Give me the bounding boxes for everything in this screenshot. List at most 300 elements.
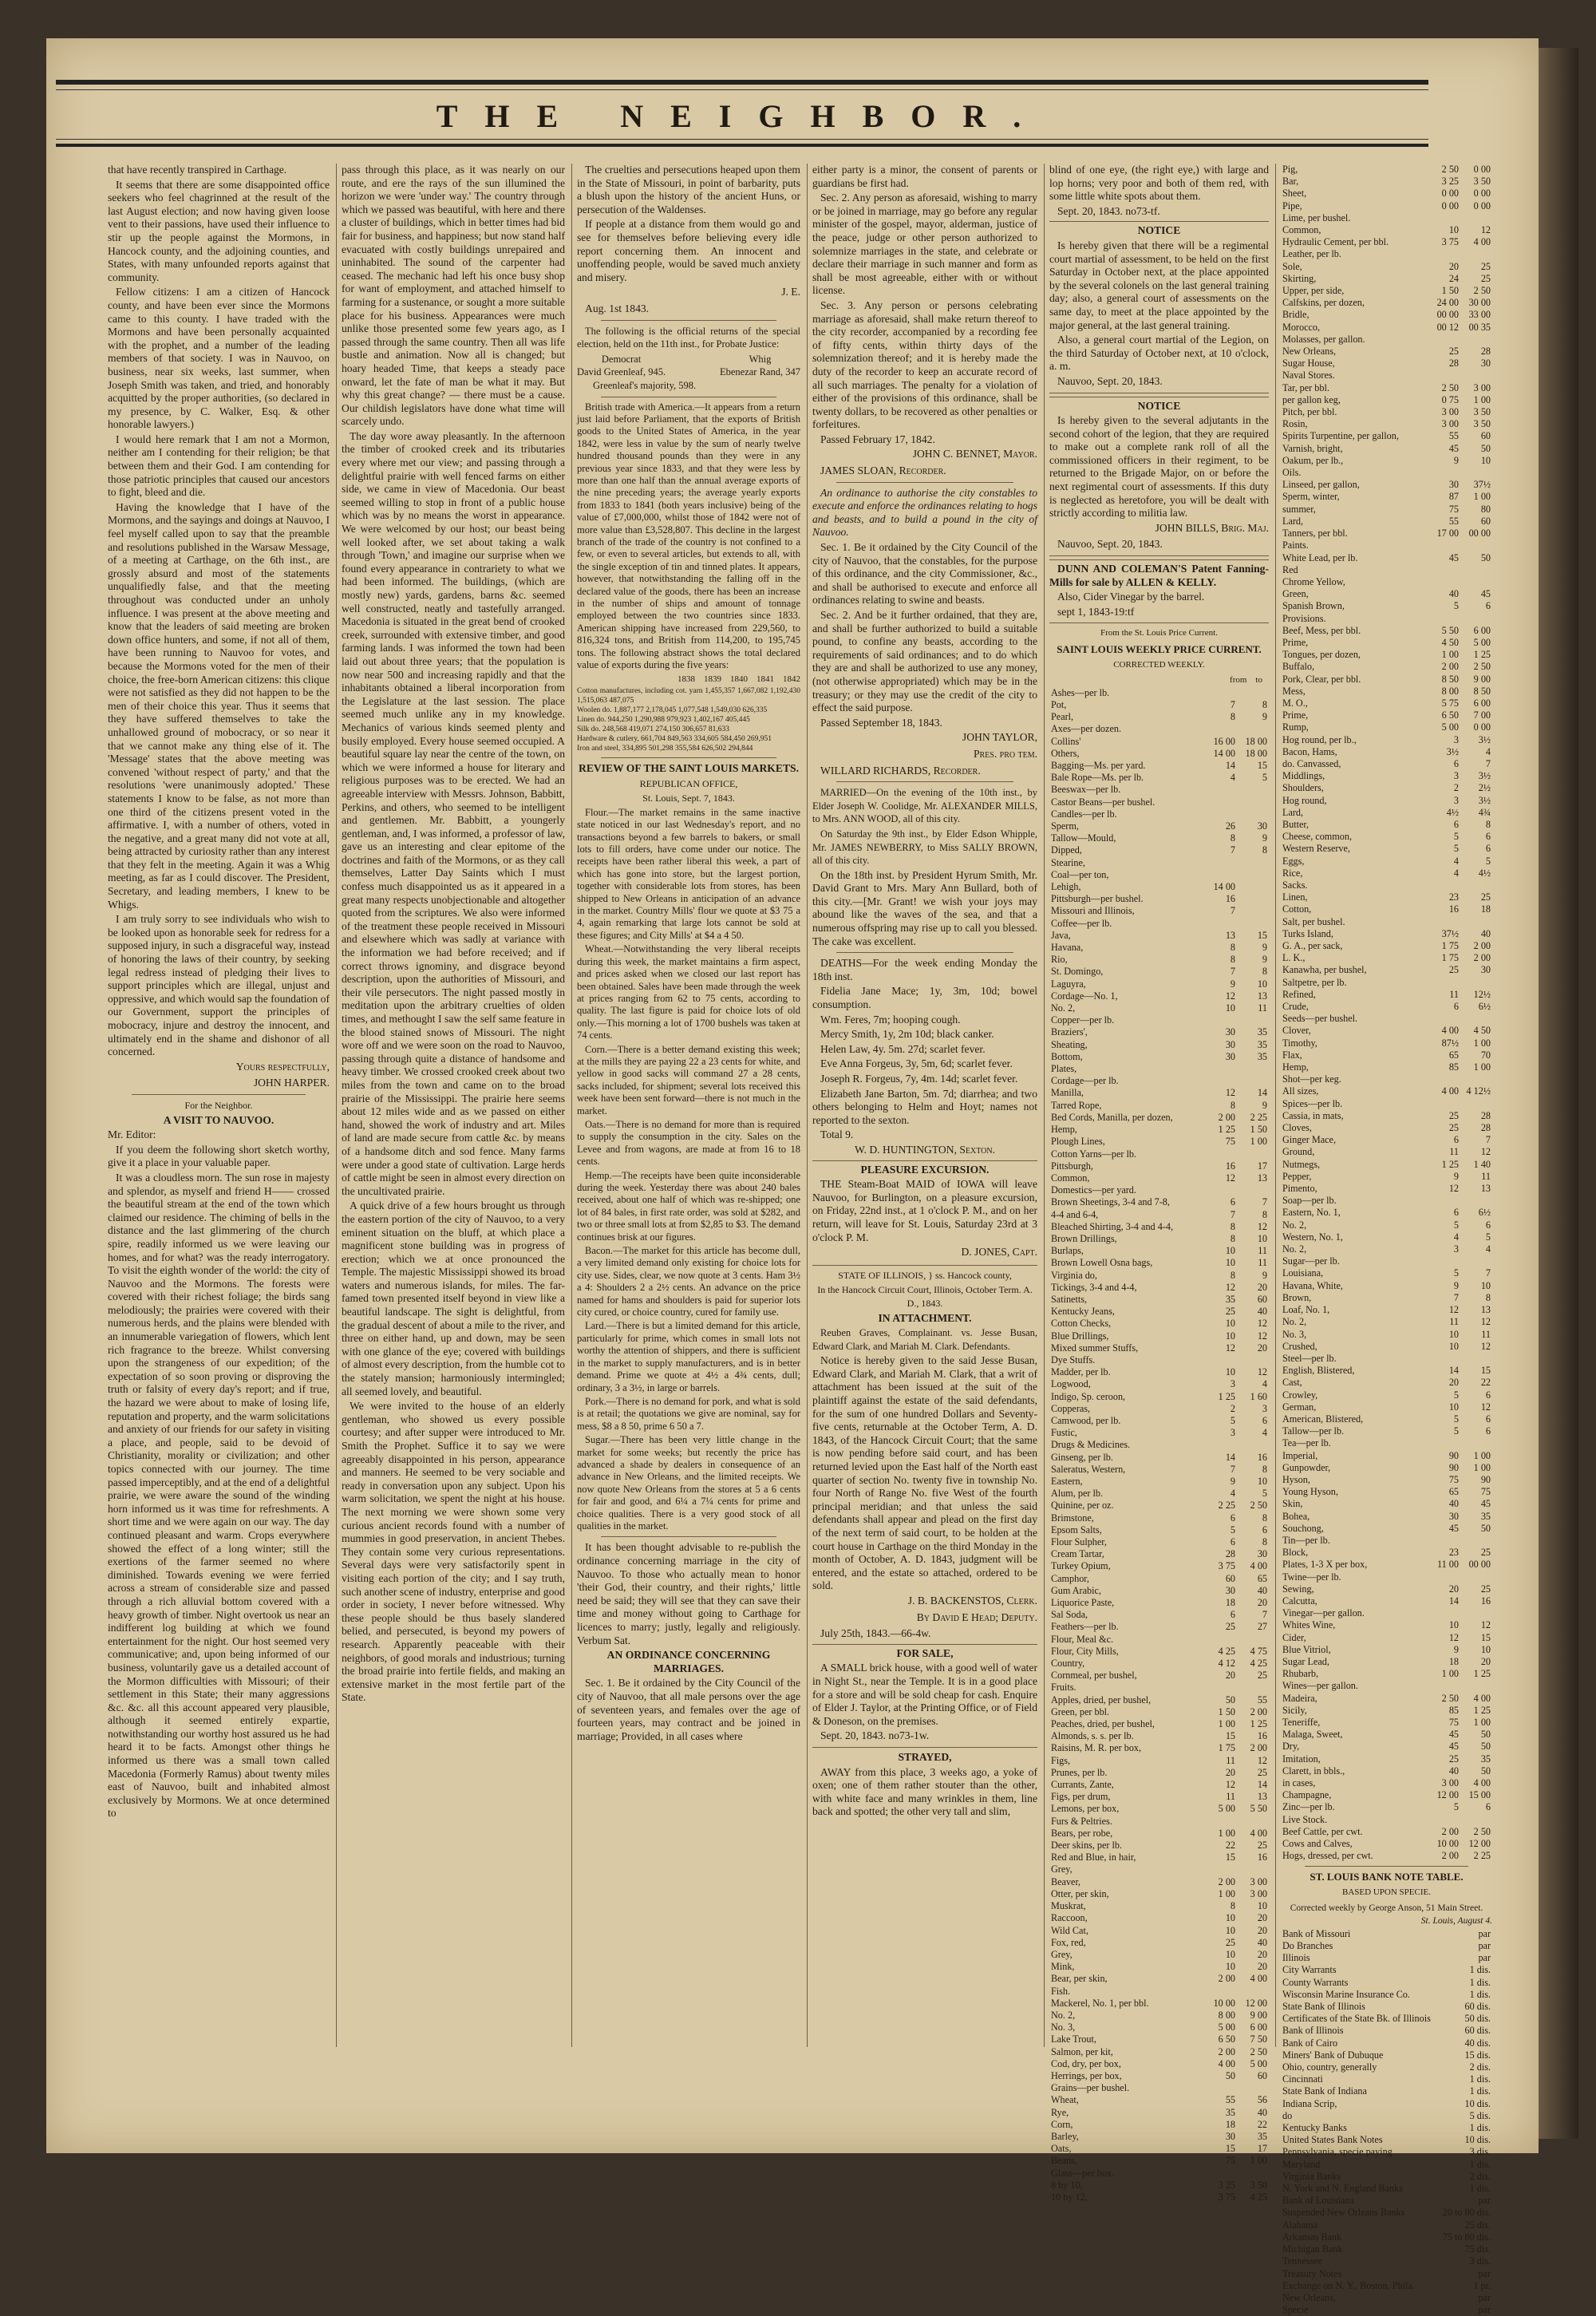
price-row	[1049, 723, 1269, 735]
column-6	[1281, 164, 1492, 2316]
price-value: 8	[1262, 844, 1267, 856]
price-value: 10	[1480, 454, 1491, 466]
price-value: 45	[1448, 442, 1459, 454]
price-row	[1281, 1001, 1492, 1013]
price-item: Hemp,	[1051, 1124, 1077, 1136]
price-row	[1281, 1940, 1492, 1952]
price-item: Calcutta,	[1282, 1595, 1317, 1607]
price-row	[1281, 430, 1492, 442]
price-value: 7	[1485, 1134, 1491, 1146]
price-row	[1049, 1318, 1269, 1330]
price-value	[1428, 564, 1460, 576]
price-row	[1281, 1316, 1492, 1328]
price-value: 4 00	[1441, 1085, 1459, 1097]
price-row	[1281, 176, 1492, 188]
price-row	[1281, 661, 1492, 673]
price-row	[1281, 212, 1492, 224]
price-value: 30 00	[1468, 297, 1491, 309]
masthead-rule	[56, 80, 1428, 85]
price-value	[1428, 539, 1460, 551]
price-value: 3 75	[1441, 236, 1459, 248]
price-item: 8 by 10,	[1051, 2179, 1083, 2191]
price-value	[1428, 1437, 1460, 1449]
price-value: 27	[1257, 1621, 1267, 1633]
price-item: Kentucky Banks	[1282, 2122, 1347, 2134]
price-value: 10	[1480, 1279, 1491, 1291]
price-item: Burlaps,	[1051, 1245, 1084, 1257]
price-item: Block,	[1282, 1547, 1309, 1559]
price-item: State Bank of Indiana	[1282, 2085, 1367, 2097]
price-item: Virginia Banks	[1282, 2170, 1341, 2182]
price-value	[1460, 1098, 1492, 1110]
price-value: 3½	[1478, 794, 1491, 806]
article-heading: REVIEW OF THE SAINT LOUIS MARKETS.	[579, 762, 799, 775]
price-row	[1049, 1852, 1269, 1863]
price-value: 1 00	[1250, 2155, 1267, 2167]
price-value: 60	[1225, 1572, 1235, 1584]
price-row	[1281, 1607, 1492, 1619]
price-value: 2 50	[1250, 1500, 1267, 1512]
price-item: Fruits.	[1051, 1682, 1077, 1694]
price-row	[1049, 1378, 1269, 1390]
price-row	[1049, 772, 1269, 784]
court-martial-notice	[1049, 221, 1269, 393]
price-current-heading: SAINT LOUIS WEEKLY PRICE CURRENT.	[1057, 643, 1262, 655]
price-row	[1281, 1547, 1492, 1559]
price-row	[1281, 188, 1492, 200]
price-value: 5	[1230, 1524, 1235, 1535]
price-value	[1205, 1075, 1237, 1087]
price-item: Herrings, per box,	[1051, 2069, 1122, 2081]
price-value: 1 50	[1218, 1705, 1235, 1717]
price-row	[1049, 711, 1269, 723]
price-value: 00 00	[1468, 528, 1491, 539]
price-value: 22	[1480, 1377, 1491, 1389]
price-value: 60	[1480, 515, 1491, 527]
price-item: Tallow—per lb.	[1282, 1425, 1344, 1437]
divider	[601, 757, 776, 758]
price-item: Sicily,	[1282, 1704, 1307, 1716]
masthead-rule	[56, 144, 1428, 147]
price-item: Fox, red,	[1051, 1936, 1086, 1948]
price-value: 6	[1485, 843, 1491, 855]
signature-name: JOHN C. BENNET, Mayor.	[912, 448, 1037, 460]
column-1	[108, 164, 330, 2047]
price-item: Treasury Notes	[1282, 2267, 1342, 2279]
price-value: 13	[1480, 1304, 1491, 1316]
price-value: 8	[1230, 1220, 1235, 1232]
price-value	[1460, 1814, 1492, 1826]
price-value: 70	[1480, 1049, 1491, 1061]
price-row	[1281, 1680, 1492, 1692]
price-row	[1281, 2183, 1492, 2195]
price-value: 1 25	[1218, 1124, 1235, 1136]
divider	[836, 952, 1013, 953]
dateline: St. Louis, Sept. 7, 1843.	[642, 792, 735, 804]
price-value: 11	[1449, 1316, 1459, 1328]
notice-heading: NOTICE	[1137, 224, 1181, 237]
price-row	[1049, 2058, 1269, 2070]
price-value: 5 50	[1250, 1803, 1267, 1815]
price-value: 25	[1257, 1670, 1267, 1682]
price-row	[1049, 1087, 1269, 1099]
price-value: 20	[1257, 1924, 1267, 1936]
article-paragraph: If you deem the following short sketch worthy, give it a place in your valuable paper.	[108, 1143, 330, 1169]
death-entry: Elizabeth Jane Barton, 5m. 7d; diarrhea; and two others belonging to Helm and Hoyt; names not reported to the sexton.	[812, 1087, 1037, 1126]
price-item: Liquorice Paste,	[1051, 1597, 1115, 1609]
price-item: No. 2,	[1282, 1219, 1307, 1231]
price-row	[1281, 224, 1492, 236]
price-item: Havana, White,	[1282, 1279, 1343, 1291]
price-value	[1460, 1353, 1492, 1365]
price-value	[1205, 1986, 1237, 1998]
price-value	[1205, 2168, 1237, 2180]
price-item: No. 2,	[1282, 1243, 1307, 1255]
price-item: Morocco,	[1282, 321, 1321, 333]
price-value	[1460, 1195, 1492, 1207]
price-value: 7	[1262, 1196, 1267, 1208]
price-value: 9	[1262, 942, 1267, 954]
price-value: 12	[1480, 1316, 1491, 1328]
price-item: Coal—per ton,	[1051, 868, 1109, 880]
price-row	[1049, 1063, 1269, 1075]
price-row	[1049, 1270, 1269, 1282]
price-row	[1049, 990, 1269, 1002]
price-item: Oakum, per lb.,	[1282, 454, 1344, 466]
price-value	[1428, 334, 1460, 346]
price-item: Pepper,	[1282, 1170, 1312, 1182]
price-value: 4 25	[1250, 2191, 1267, 2203]
market-hemp: Hemp.—The receipts have been quite inconsiderable during the week. Yesterday there was about 240 bales received, about one half of which was re-shipped; one lot of 84 bales, in first rate order, was sold at $282, and two or three small lots at from $2,85 to $3. The demand continues brisk at our figures.	[577, 1169, 800, 1243]
price-item: Bohea,	[1282, 1510, 1310, 1522]
price-value: 4¾	[1478, 806, 1491, 818]
price-value	[1237, 2168, 1269, 2180]
price-value: 50	[1480, 551, 1491, 563]
price-item: Miners' Bank of Dubuque	[1282, 2049, 1384, 2061]
price-item: Crushed,	[1282, 1340, 1317, 1352]
price-row	[1049, 1100, 1269, 1112]
price-item: Blue Vitriol,	[1282, 1643, 1331, 1655]
price-item: Sacks.	[1282, 879, 1308, 891]
price-value: 15	[1225, 1852, 1235, 1863]
price-value: 90	[1448, 1449, 1459, 1461]
price-item: Tickings, 3-4 and 4-4,	[1051, 1281, 1137, 1293]
ad-date: Sept. 20, 1843. no73-1w.	[820, 1729, 930, 1742]
price-row	[1281, 1977, 1492, 1989]
price-value: 4 00	[1441, 1025, 1459, 1037]
price-item: Havana,	[1051, 942, 1084, 954]
price-value	[1460, 1437, 1492, 1449]
price-value: 25	[1257, 1840, 1267, 1852]
price-value	[1205, 723, 1237, 735]
price-item: Barley,	[1051, 2130, 1079, 2142]
price-row	[1281, 1437, 1492, 1449]
price-value: 75 to 80 dis.	[1442, 2231, 1491, 2243]
price-item: Madder, per lb.	[1051, 1366, 1111, 1378]
price-value: 17	[1257, 2143, 1267, 2155]
price-row	[1049, 687, 1269, 699]
price-item: Alabama	[1282, 2219, 1317, 2231]
price-value: 8	[1230, 942, 1235, 954]
price-value: 00 00	[1436, 309, 1459, 321]
dateline: July 25th, 1843.—66-4w.	[820, 1627, 931, 1640]
price-value: 5	[1453, 831, 1459, 843]
price-value: 10	[1225, 1318, 1235, 1330]
price-value	[1428, 370, 1460, 381]
price-row	[1281, 1280, 1492, 1292]
price-row	[1049, 1221, 1269, 1233]
price-value: 10	[1257, 1232, 1267, 1244]
price-row	[1049, 2022, 1269, 2033]
price-item: Brown Lowell Osna bags,	[1051, 1257, 1153, 1269]
column-rule	[336, 164, 337, 2047]
price-value: 12	[1225, 1779, 1235, 1791]
price-value: 8	[1262, 966, 1267, 978]
price-item: do. Canvassed,	[1282, 757, 1341, 769]
price-item: Shoulders,	[1282, 782, 1324, 794]
price-value: 11	[1481, 1170, 1491, 1182]
price-value: 8	[1485, 1291, 1491, 1303]
price-source: From the St. Louis Price Current.	[1100, 628, 1218, 638]
price-value: 5	[1453, 1413, 1459, 1425]
price-value: 1 00	[1473, 393, 1491, 405]
price-current-subheading: CORRECTED WEEKLY.	[1113, 659, 1205, 670]
price-value: 3	[1453, 1243, 1459, 1255]
price-value: 25	[1480, 891, 1491, 903]
price-value: 25	[1480, 272, 1491, 284]
price-item: Bar,	[1282, 176, 1299, 188]
price-row	[1049, 1124, 1269, 1136]
price-row	[1049, 1900, 1269, 1912]
price-row	[1281, 1741, 1492, 1753]
price-item: Madeira,	[1282, 1692, 1317, 1704]
price-value: 3 00	[1441, 1777, 1459, 1789]
price-value: 0 00	[1441, 188, 1459, 200]
price-value: 3	[1230, 1378, 1235, 1390]
price-row	[1281, 2025, 1492, 2037]
price-row	[1281, 1474, 1492, 1486]
price-item: Wheat,	[1051, 2094, 1079, 2106]
price-value: 50	[1480, 1741, 1491, 1753]
price-row	[1049, 1973, 1269, 1985]
price-value: 1 50	[1250, 1124, 1267, 1136]
price-value: 2 00	[1218, 1111, 1235, 1123]
price-row	[1281, 1595, 1492, 1607]
price-item: Corn,	[1051, 2118, 1073, 2130]
price-value: 12	[1225, 1087, 1235, 1099]
price-row	[1281, 1765, 1492, 1777]
price-value: 12	[1257, 1366, 1267, 1378]
price-row	[1281, 891, 1492, 903]
price-value: 7	[1230, 698, 1235, 710]
price-value: 25	[1225, 1306, 1235, 1318]
price-item: Axes—per dozen.	[1051, 723, 1121, 735]
price-value: 12	[1480, 224, 1491, 236]
price-item: Skirting,	[1282, 272, 1317, 284]
price-value: 12	[1225, 1172, 1235, 1184]
price-row	[1049, 808, 1269, 820]
price-value: 12	[1448, 1631, 1459, 1643]
price-value: 56	[1257, 2094, 1267, 2106]
price-value: 6	[1485, 1389, 1491, 1401]
price-item: Cotton,	[1282, 903, 1312, 915]
price-row	[1281, 1146, 1492, 1158]
price-value: 35	[1225, 1293, 1235, 1305]
price-value: 35	[1225, 2106, 1235, 2118]
price-value: 6 00	[1473, 697, 1491, 709]
article-paragraph: British trade with America.—It appears from a return just laid before Parliament, that the exports of British goods to the United States of America, in the year 1842, were less in value by the sum of nearly twelve hundred thousand pounds than they were in any previous year since 1833, and that they were less by more than one half than the annual average exports of the nine preceding years; the average yearly exports from 1833 to 1841 (both years inclusive) being of the value of £7,000,000, whilst those of 1842 were not of more value than £3,528,807. This decline in the largest branch of the trade of the country is not confined to a few, or even to several articles, but extends to all, with the single exception of tin and tinned plates. It appears, however, that notwithstanding the falling off in the declared value of the goods, there has been an increase in the number of ships and amount of tonnage employed between the two countries since 1833. American shipping have increased from 229,560, to 816,324 tons, and British from 114,200, to 195,745 tons. The following abstract shows the total declared value of exports during the five years:	[577, 401, 800, 671]
price-row	[1049, 1354, 1269, 1366]
price-value	[1460, 212, 1492, 224]
price-value: 13	[1257, 990, 1267, 1002]
price-item: Sole,	[1282, 260, 1302, 272]
price-row	[1049, 1585, 1269, 1597]
price-value: 4 12	[1218, 1658, 1235, 1670]
price-value	[1205, 1063, 1237, 1075]
price-value: 6	[1485, 600, 1491, 612]
price-item: Flour, Meal &c.	[1051, 1633, 1114, 1645]
price-item: Tarred Rope,	[1051, 1099, 1102, 1111]
signature-name: JOHN TAYLOR,	[962, 731, 1037, 744]
price-value: 7	[1230, 844, 1235, 856]
price-item: No. 2,	[1282, 1316, 1307, 1328]
price-value: 7	[1230, 1463, 1235, 1475]
price-row	[1281, 2195, 1492, 2207]
price-value: 33 00	[1468, 309, 1491, 321]
price-item: Cotton Checks,	[1051, 1318, 1112, 1330]
price-item: M. O.,	[1282, 697, 1308, 709]
price-value: 8	[1230, 832, 1235, 844]
price-item: Cornmeal, per bushel,	[1051, 1670, 1137, 1682]
price-row	[1049, 881, 1269, 893]
price-row	[1281, 1110, 1492, 1122]
price-value: 6	[1262, 1414, 1267, 1426]
price-item: Almonds, s. s. per lb.	[1051, 1730, 1134, 1742]
price-value: 60 dis.	[1464, 2025, 1491, 2037]
price-row	[1281, 382, 1492, 394]
signature-name: JOHN HARPER.	[253, 1077, 330, 1089]
price-value: 6½	[1478, 1207, 1491, 1219]
price-value: 16	[1225, 893, 1235, 905]
price-item: Cheese, common,	[1282, 831, 1352, 843]
price-value: 20	[1257, 1597, 1267, 1609]
price-row	[1049, 1912, 1269, 1924]
price-value: 00 12	[1436, 321, 1459, 333]
price-value: 10	[1225, 1257, 1235, 1269]
price-row	[1049, 1002, 1269, 1014]
price-row	[1281, 346, 1492, 358]
article-paragraph: If people at a distance from them would go and see for themselves before believing every idle report concerning them. An innocent and unoffending people, would be saved much anxiety and misery.	[577, 218, 800, 283]
price-row	[1281, 1511, 1492, 1523]
price-value: 18	[1225, 2118, 1235, 2130]
ad-body: Also, Cider Vinegar by the barrel.	[1057, 591, 1205, 603]
price-row	[1281, 1498, 1492, 1510]
price-value	[1237, 918, 1269, 930]
article-paragraph: We were invited to the house of an elderly gentleman, who showed us every possible courtesy; and after supper were introduced to Mr. Smith the Prophet. Suffice it to say we were agreeably disappointed in his person, appearance and manners. He seemed to be very sociable and ready in conversation upon any subject. Upon his warm solicitation, we spent the night at his house. The next morning we were shown some very curious ancient records found with a number of mummies in good preservation, in ancient Thebes. They contain some very curious representations. Several days were very satisfactorily spent in visiting each portion of the city; and I say truth, such another scene of industry, enterprise and good order in society, I never before witnessed. Why these people should be thus basely slandered belied, and persecuted, is beyond my powers of research. Apparently peaceable with their neighbors, of good morals and industrious; turning the broad prairie into fertile fields, and making an extensive market in the most fertile part of the State.	[342, 1400, 565, 1704]
price-value: 25	[1448, 1753, 1459, 1765]
price-item: Lehigh,	[1051, 881, 1081, 893]
majority-line: Greenleaf's majority, 598.	[593, 379, 697, 391]
price-value: 9	[1230, 1475, 1235, 1487]
price-row	[1049, 1014, 1269, 1026]
price-value: 4 50	[1473, 1025, 1491, 1037]
price-value: par	[1478, 2291, 1491, 2303]
price-item: Beaver,	[1051, 1875, 1081, 1887]
price-value: 12½	[1473, 988, 1491, 1000]
price-row	[1281, 637, 1492, 649]
price-table	[1049, 687, 1269, 2203]
price-item: Bank of Illinois	[1282, 2025, 1344, 2037]
price-row	[1281, 1183, 1492, 1195]
price-item: Blue Drillings,	[1051, 1330, 1109, 1342]
price-row	[1281, 1329, 1492, 1341]
price-row	[1281, 504, 1492, 516]
price-row	[1281, 1789, 1492, 1801]
masthead-rule	[56, 139, 1428, 140]
ad-body: AWAY from this place, 3 weeks ago, a yoke of oxen; one of them rather stouter than the other, with white face and many wrinkles in them, line back and spotted; the other very tall and slim,	[812, 1765, 1037, 1818]
price-value: 1 25	[1473, 1704, 1491, 1716]
price-row	[1281, 843, 1492, 855]
price-row	[1281, 1668, 1492, 1680]
price-item: Salt, per bushel.	[1282, 915, 1345, 927]
price-item: Candles—per lb.	[1051, 808, 1117, 820]
price-row	[1281, 1353, 1492, 1365]
price-value: 5	[1453, 1389, 1459, 1401]
price-item: Sheating,	[1051, 1038, 1088, 1050]
price-value: 24	[1448, 272, 1459, 284]
price-row	[1049, 1391, 1269, 1403]
price-row	[1049, 1646, 1269, 1658]
price-value: 5 00	[1218, 2022, 1235, 2033]
price-item: Cloves,	[1282, 1122, 1312, 1134]
price-item: Bagging—Ms. per yard.	[1051, 760, 1146, 771]
price-row	[1049, 1863, 1269, 1875]
price-value: 18	[1480, 903, 1491, 915]
price-value: 10 00	[1213, 1997, 1235, 2009]
price-value	[1428, 1353, 1460, 1365]
price-row	[1281, 1989, 1492, 2001]
price-value: 5 00	[1441, 721, 1459, 733]
price-item: Dye Stuffs.	[1051, 1354, 1096, 1365]
price-row	[1281, 1365, 1492, 1377]
price-item: All sizes,	[1282, 1085, 1319, 1097]
price-value: 9 00	[1473, 673, 1491, 685]
death-entry: Wm. Feres, 7m; hooping cough.	[820, 1013, 961, 1026]
price-item: per gallon keg,	[1282, 393, 1341, 405]
price-row	[1049, 1779, 1269, 1791]
price-row	[1281, 479, 1492, 491]
price-row	[1049, 869, 1269, 881]
price-item: Vinegar—per gallon.	[1282, 1607, 1365, 1619]
price-row	[1049, 1888, 1269, 1900]
price-row	[1049, 1670, 1269, 1682]
price-row	[1281, 1389, 1492, 1401]
price-row	[1281, 1693, 1492, 1705]
death-entry: Mercy Smith, 1y, 2m 10d; black canker.	[820, 1028, 994, 1041]
price-value: 1 00	[1218, 1827, 1235, 1839]
price-row	[1281, 1462, 1492, 1474]
price-value: 2 00	[1218, 2045, 1235, 2057]
price-row	[1281, 1171, 1492, 1183]
price-value: par	[1478, 2304, 1491, 2316]
divider	[601, 320, 776, 321]
price-row	[1281, 200, 1492, 212]
price-row	[1281, 491, 1492, 503]
price-value: 4 25	[1218, 1645, 1235, 1657]
price-row	[1049, 1026, 1269, 1038]
price-value	[1460, 334, 1492, 346]
adjutant-notice	[1049, 397, 1269, 557]
